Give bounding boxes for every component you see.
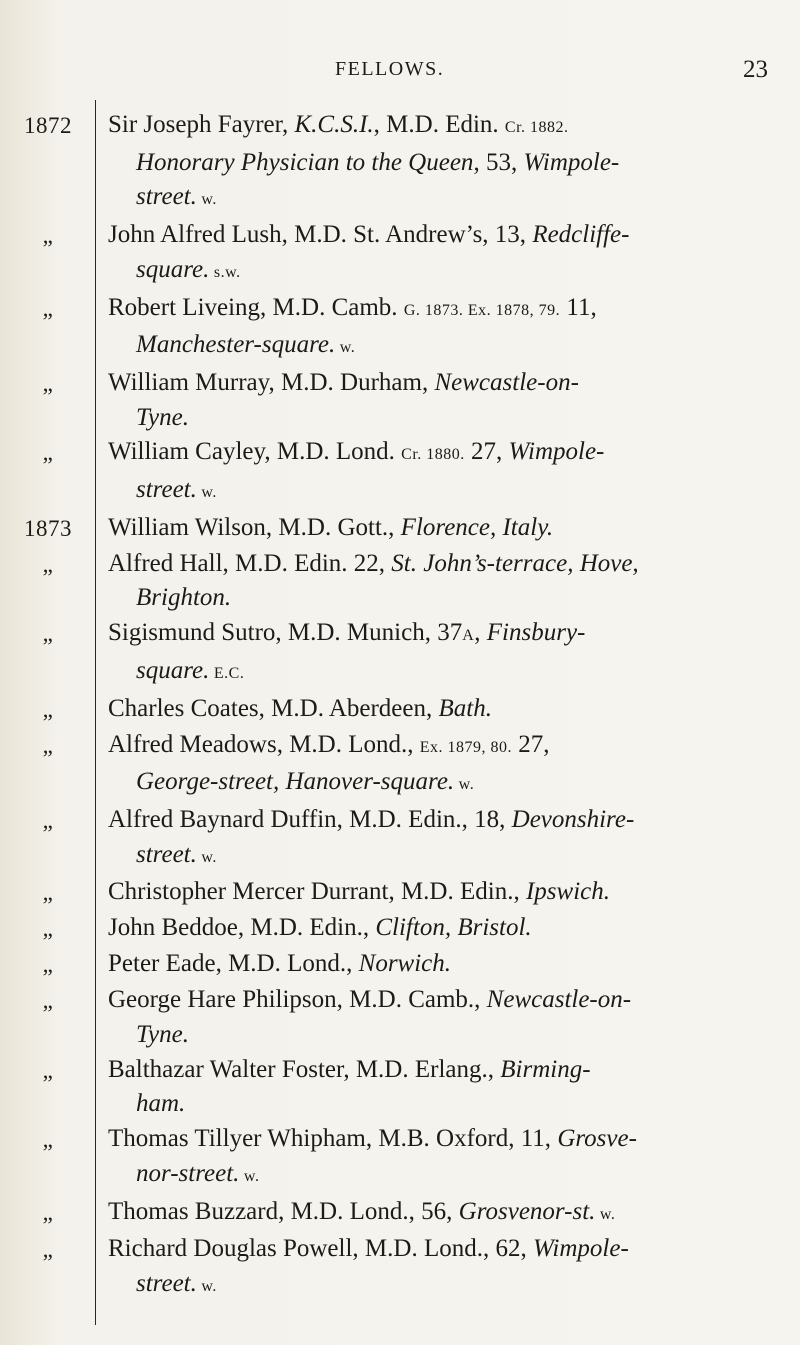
fellow-text xyxy=(108,875,770,910)
name-text: George Hare Philipson, M.D. Camb., xyxy=(108,986,487,1014)
fellow-text xyxy=(108,511,770,546)
fellow-entry xyxy=(0,547,800,616)
fellow-text xyxy=(108,947,770,982)
entry-continuation-line xyxy=(108,253,770,291)
election-year: „ xyxy=(42,988,54,1014)
address-text: St. John’s-terrace, Hove, xyxy=(391,549,639,577)
fellow-text xyxy=(108,616,770,691)
address-text: Redcliffe- xyxy=(532,221,630,249)
name-text: , xyxy=(474,619,487,647)
fellow-entry xyxy=(0,1053,800,1122)
fellow-entry xyxy=(0,947,800,983)
fellow-entry xyxy=(0,435,800,510)
note-text: Ex. 1879, 80. xyxy=(419,738,513,756)
name-text: 27, xyxy=(464,438,509,466)
fellow-text xyxy=(108,291,770,366)
fellows-list xyxy=(0,108,800,1305)
note-text: s.w. xyxy=(209,263,241,281)
address-text: Ipswich. xyxy=(525,878,610,906)
name-text: Sigismund Sutro, M.D. Munich, 37 xyxy=(108,619,463,647)
name-text: Robert Liveing, M.D. Camb. xyxy=(108,293,404,321)
entry-line xyxy=(108,108,770,146)
entry-line xyxy=(108,947,770,982)
election-year: 1872 xyxy=(24,113,72,138)
note-text: Cr. 1880. xyxy=(401,446,465,464)
address-text: Brighton. xyxy=(136,584,232,612)
election-year: „ xyxy=(42,621,54,647)
note-text: w. xyxy=(595,1205,616,1223)
entry-line xyxy=(108,366,770,401)
entry-line xyxy=(108,218,770,253)
election-year: „ xyxy=(42,551,54,577)
note-text: G. 1873. Ex. 1878, 79. xyxy=(403,301,561,319)
fellow-text xyxy=(108,1053,770,1122)
address-text: Manchester-square. xyxy=(136,331,336,359)
entry-continuation-line xyxy=(108,473,770,511)
fellow-text xyxy=(108,366,770,435)
fellow-entry xyxy=(0,1232,800,1304)
address-text: K.C.S.I. xyxy=(294,111,374,138)
address-text: Clifton, Bristol. xyxy=(375,914,532,942)
name-text: Alfred Meadows, M.D. Lond., xyxy=(108,730,420,758)
entry-line xyxy=(108,875,770,910)
name-text: 27, xyxy=(512,730,550,758)
note-text: w. xyxy=(239,1167,260,1185)
fellow-text xyxy=(108,1195,770,1233)
note-text: w. xyxy=(196,1277,217,1295)
fellow-entry xyxy=(0,1122,800,1194)
name-text: Peter Eade, M.D. Lond., xyxy=(108,950,359,978)
note-text: w. xyxy=(454,776,475,794)
election-year: „ xyxy=(42,440,54,466)
election-year: „ xyxy=(42,370,54,396)
election-year: „ xyxy=(42,1199,54,1225)
address-text: Newcastle-on- xyxy=(434,368,579,396)
fellow-entry xyxy=(0,1195,800,1233)
note-text: A xyxy=(462,627,475,645)
address-text: Wimpole- xyxy=(523,148,620,176)
running-title: FELLOWS. xyxy=(335,58,445,80)
entry-line xyxy=(108,692,770,727)
address-text: nor-street. xyxy=(136,1159,240,1187)
address-text: street. xyxy=(136,1269,197,1297)
election-year: 1873 xyxy=(24,515,72,541)
fellow-entry xyxy=(0,728,800,803)
note-text: Cr. 1882. xyxy=(504,119,569,136)
name-text: William Cayley, M.D. Lond. xyxy=(108,438,402,466)
address-text: Tyne. xyxy=(136,403,189,431)
fellow-entry xyxy=(0,291,800,366)
fellow-text xyxy=(108,983,770,1052)
entry-line xyxy=(108,547,770,582)
address-text: George-street, Hanover-square. xyxy=(136,768,455,796)
entry-line xyxy=(108,1232,770,1267)
fellow-text xyxy=(108,1122,770,1194)
address-text: Newcastle-on- xyxy=(486,986,632,1014)
page-number: 23 xyxy=(743,56,768,83)
address-text: Devonshire- xyxy=(511,805,635,833)
entry-continuation-line xyxy=(108,581,770,616)
entry-continuation-line xyxy=(108,1018,770,1053)
entry-continuation-line xyxy=(108,328,770,366)
election-year: „ xyxy=(42,1057,54,1083)
name-text: William Murray, M.D. Durham, xyxy=(108,368,435,396)
fellow-entry xyxy=(0,108,800,218)
entry-continuation-line xyxy=(108,765,770,803)
fellow-text xyxy=(108,803,770,875)
address-text: street. xyxy=(136,840,197,868)
entry-line xyxy=(108,1195,770,1233)
name-text: John Alfred Lush, M.D. St. Andrew’s, 13, xyxy=(108,221,533,249)
entry-continuation-line xyxy=(108,401,770,436)
fellow-text xyxy=(108,911,770,946)
fellow-entry xyxy=(0,983,800,1052)
name-text: Alfred Hall, M.D. Edin. 22, xyxy=(108,549,392,577)
running-head xyxy=(0,56,800,86)
entry-line xyxy=(108,803,770,838)
election-year: „ xyxy=(42,295,54,321)
fellow-text xyxy=(108,547,770,616)
entry-continuation-line xyxy=(108,146,770,181)
address-text: Wimpole- xyxy=(532,1235,629,1263)
election-year: „ xyxy=(42,696,54,722)
entry-line xyxy=(108,1053,770,1088)
address-text: square. xyxy=(136,255,210,283)
address-text: Wimpole- xyxy=(508,438,605,466)
name-text: Sir Joseph Fayrer, xyxy=(108,111,295,138)
fellow-entry xyxy=(0,911,800,947)
address-text: Grosvenor-st. xyxy=(458,1197,596,1225)
election-year: „ xyxy=(42,223,54,249)
name-text: Thomas Buzzard, M.D. Lond., 56, xyxy=(108,1197,459,1225)
fellow-text xyxy=(108,692,770,727)
address-text: street. xyxy=(136,476,197,504)
entry-line xyxy=(108,511,770,546)
name-text: , 53, xyxy=(473,148,524,176)
entry-line xyxy=(108,1122,770,1157)
note-text: w. xyxy=(196,484,217,502)
entry-line xyxy=(108,435,770,473)
address-text: Florence, Italy. xyxy=(400,513,554,541)
entry-line xyxy=(108,911,770,946)
fellow-entry xyxy=(0,803,800,875)
fellow-entry xyxy=(0,875,800,911)
entry-continuation-line xyxy=(108,1267,770,1305)
name-text: Alfred Baynard Duffin, M.D. Edin., 18, xyxy=(108,805,512,833)
note-text: w. xyxy=(196,848,217,866)
entry-continuation-line xyxy=(108,838,770,876)
election-year: „ xyxy=(42,880,54,906)
fellow-text xyxy=(108,1232,770,1304)
address-text: square. xyxy=(136,656,210,684)
name-text: John Beddoe, M.D. Edin., xyxy=(108,914,376,942)
entry-continuation-line xyxy=(108,180,770,218)
note-text: w. xyxy=(196,191,217,209)
fellow-entry xyxy=(0,511,800,547)
name-text: , M.D. Edin. xyxy=(373,111,505,138)
name-text: Thomas Tillyer Whipham, M.B. Oxford, 11, xyxy=(108,1125,558,1153)
fellow-text xyxy=(108,728,770,803)
address-text: Norwich. xyxy=(358,950,452,978)
name-text: Richard Douglas Powell, M.D. Lond., 62, xyxy=(108,1235,533,1263)
election-year: „ xyxy=(42,1127,54,1153)
entry-line xyxy=(108,291,770,329)
address-text: Finsbury- xyxy=(486,619,586,647)
address-text: Tyne. xyxy=(136,1021,189,1049)
fellow-entry xyxy=(0,218,800,290)
entry-continuation-line xyxy=(108,1157,770,1195)
name-text: Charles Coates, M.D. Aberdeen, xyxy=(108,694,439,722)
fellow-entry xyxy=(0,366,800,435)
entry-continuation-line xyxy=(108,654,770,692)
entry-line xyxy=(108,616,770,654)
address-text: Birming- xyxy=(500,1055,591,1083)
note-text: w. xyxy=(335,339,356,357)
fellow-text xyxy=(108,435,770,510)
fellow-text xyxy=(108,218,770,290)
fellow-entry xyxy=(0,692,800,728)
name-text: Balthazar Walter Foster, M.D. Erlang., xyxy=(108,1055,501,1083)
fellow-text xyxy=(108,108,770,218)
name-text: Christopher Mercer Durrant, M.D. Edin., xyxy=(108,878,526,906)
election-year: „ xyxy=(42,1237,54,1263)
address-text: street. xyxy=(136,183,197,211)
name-text: 11, xyxy=(560,293,597,321)
address-text: Grosve- xyxy=(557,1125,637,1153)
fellow-entry xyxy=(0,616,800,691)
election-year: „ xyxy=(42,952,54,978)
address-text: Honorary Physician to the Queen xyxy=(136,148,474,176)
note-text: E.C. xyxy=(209,664,245,682)
entry-continuation-line xyxy=(108,1087,770,1122)
entry-line xyxy=(108,983,770,1018)
entry-line xyxy=(108,728,770,766)
address-text: ham. xyxy=(136,1090,186,1118)
election-year: „ xyxy=(42,916,54,942)
election-year: „ xyxy=(42,807,54,833)
address-text: Bath. xyxy=(438,694,492,722)
name-text: William Wilson, M.D. Gott., xyxy=(108,513,401,541)
election-year: „ xyxy=(42,732,54,758)
